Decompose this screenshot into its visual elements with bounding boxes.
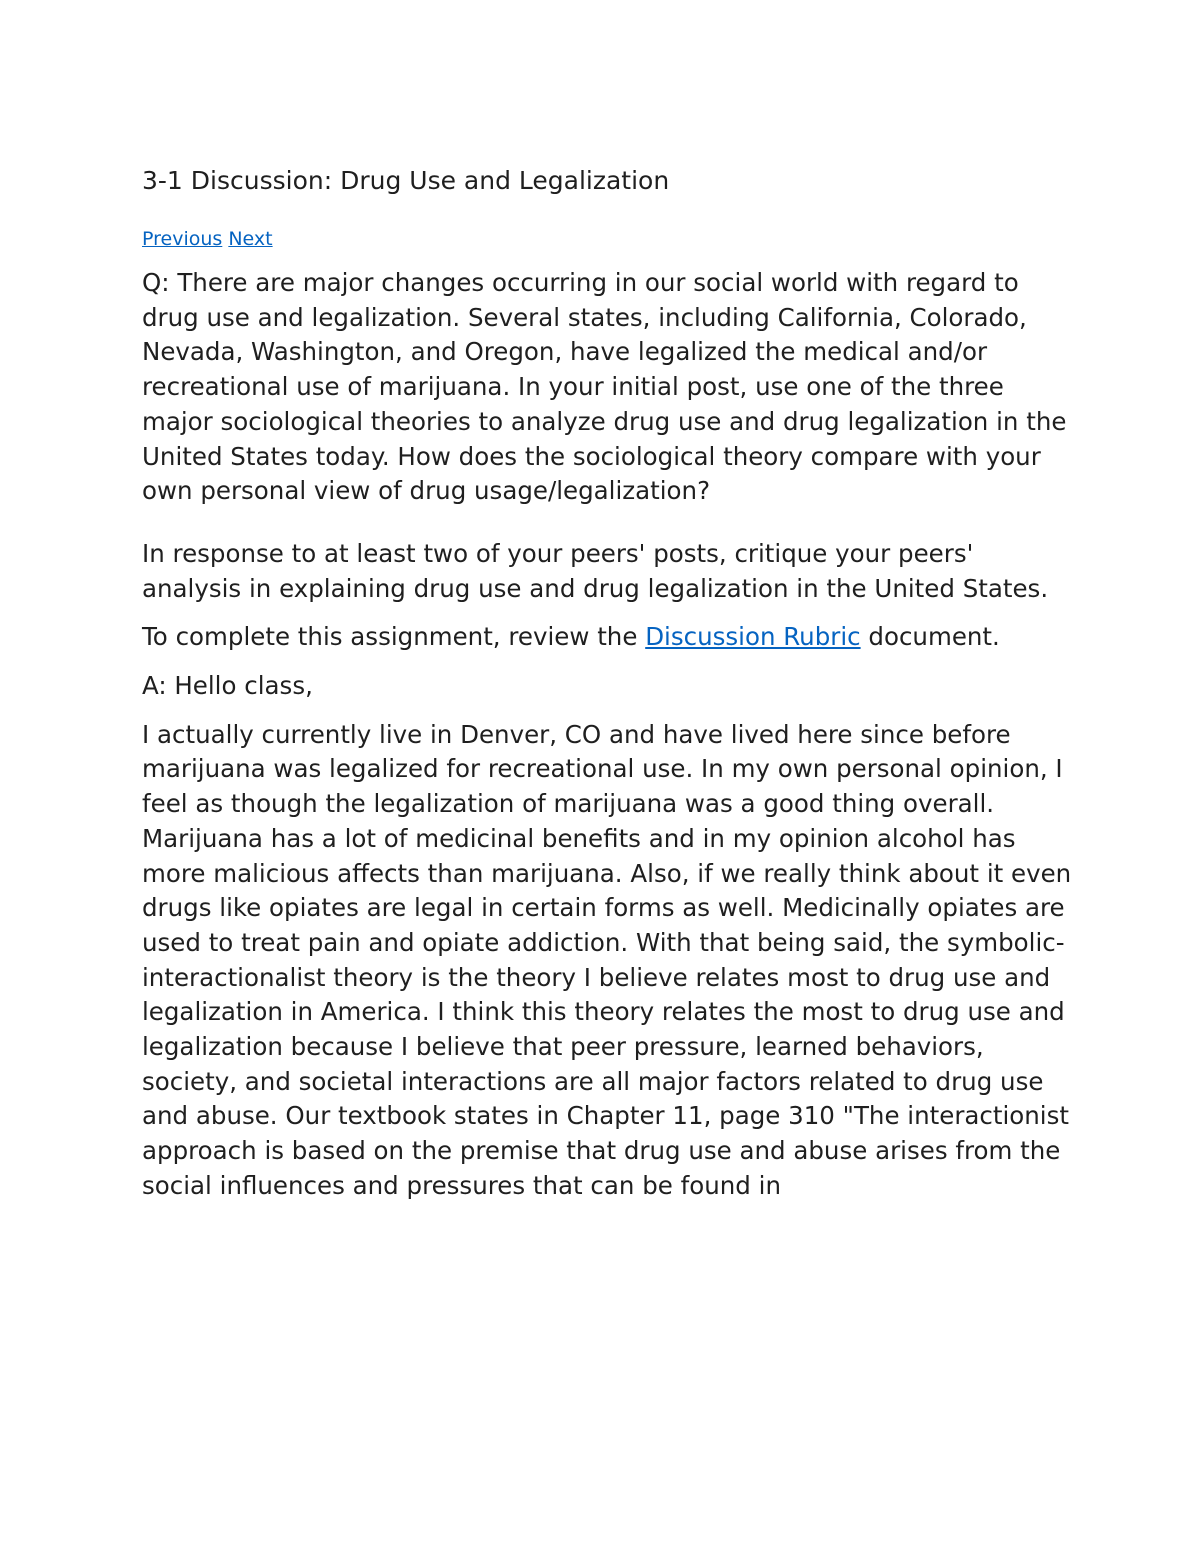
answer-body-paragraph: I actually currently live in Denver, CO and have lived here since before marijuana was legalized for recreational use. In my own personal opinion, I feel as though the legalization of marijuana was a good thing overall. Marijuana has a lot of medicinal benefits and in my opinion alcohol has more malicious affects than marijuana. Also, if we really think about it even drugs like opiates are legal in certain forms as well. Medicinally opiates are used to treat pain and opiate addiction. With that being said, the symbolic-interactionalist theory is the theory I believe relates most to drug use and legalization in America. I think this theory relates the most to drug use and legalization because I believe that peer pressure, learned behaviors, society, and societal interactions are all major factors related to drug use and abuse. Our textbook states in Chapter 11, page 310 "The interactionist approach is based on the premise that drug use and abuse arises from the social influences and pressures that can be found in <box>142 719 1072 1200</box>
document-page <box>142 164 1072 1204</box>
rubric-paragraph <box>142 620 1072 655</box>
document-title: 3-1 Discussion: Drug Use and Legalization <box>142 166 670 195</box>
response-instruction-paragraph: In response to at least two of your peers' posts, critique your peers' analysis in explaining drug use and drug legalization in the United States. <box>142 538 1049 603</box>
next-link[interactable]: Next <box>228 228 273 250</box>
answer-greeting: A: Hello class, <box>142 671 313 701</box>
question-paragraph: Q: There are major changes occurring in our social world with regard to drug use and legalization. Several states, including California, Colorado, Nevada, Washington, and Oregon, have legalized the medical and/or recreational use of marijuana. In your initial post, use one of the three major sociological theories to analyze drug use and drug legalization in the United States today. How does the sociological theory compare with your own personal view of drug usage/legalization? <box>142 268 1067 506</box>
previous-link[interactable]: Previous <box>142 228 223 250</box>
rubric-text-after: document. <box>860 622 1000 652</box>
pagination-nav <box>142 226 1072 252</box>
discussion-rubric-link[interactable]: Discussion Rubric <box>645 622 861 652</box>
rubric-text-before: To complete this assignment, review the <box>142 622 646 652</box>
